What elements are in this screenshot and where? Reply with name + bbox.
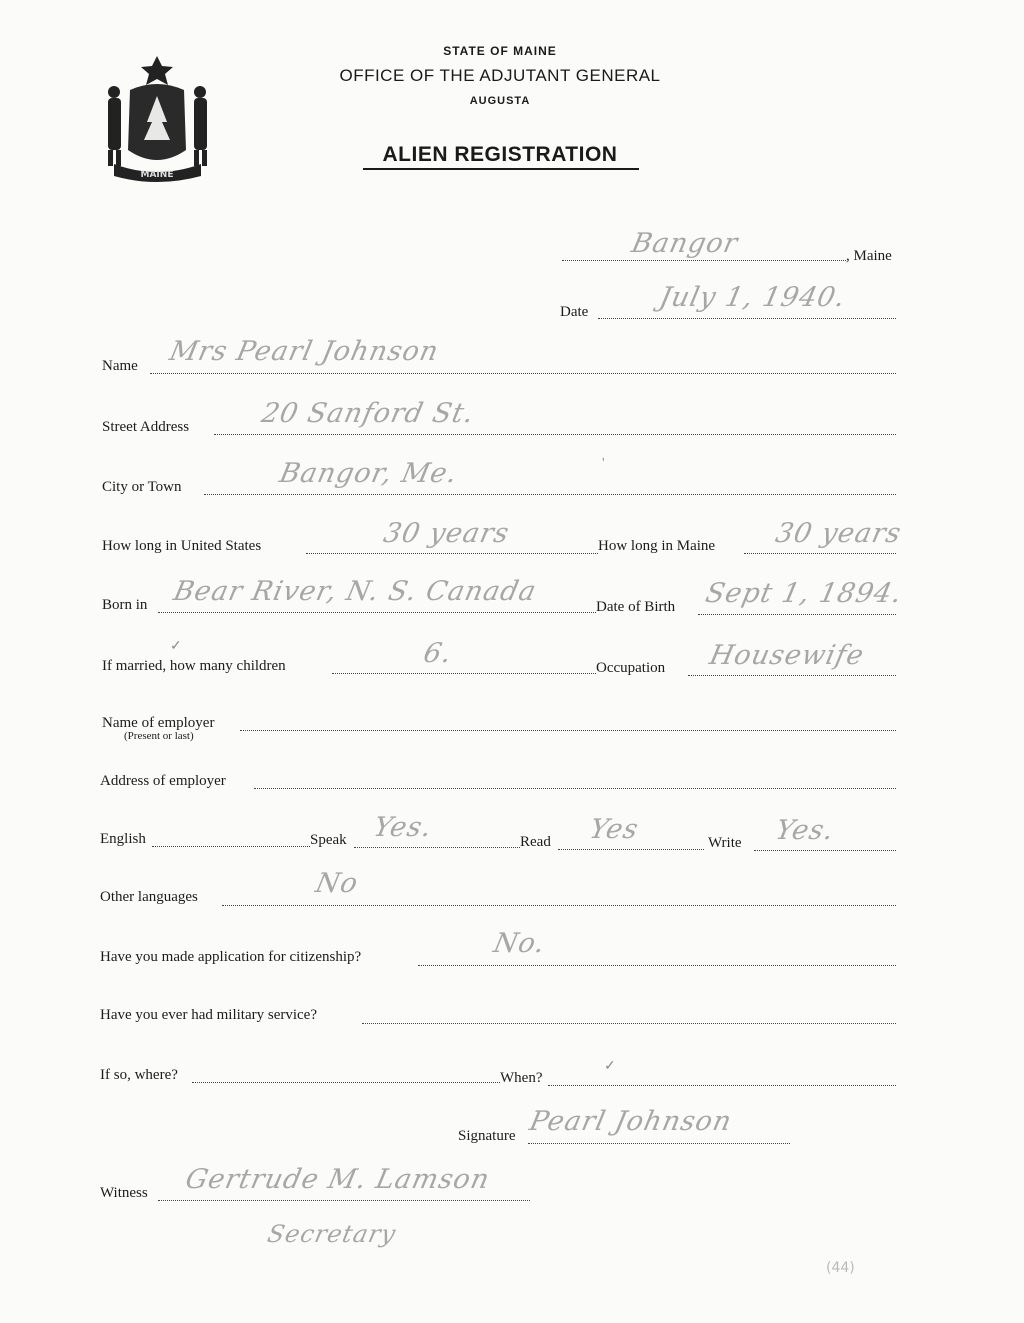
street-label: Street Address — [102, 419, 190, 435]
check-mark-2: ✓ — [604, 1059, 616, 1074]
header-office: OFFICE OF THE ADJUTANT GENERAL — [339, 66, 661, 85]
when-label: When? — [500, 1070, 543, 1086]
children-line — [332, 673, 596, 674]
english-label: English — [100, 831, 146, 847]
street-line — [214, 434, 896, 435]
date-label: Date — [560, 304, 589, 320]
witness-title: Secretary — [265, 1220, 399, 1248]
military-label: Have you ever had military service? — [100, 1007, 317, 1023]
check-mark: ✓ — [170, 639, 182, 654]
born-in-value[interactable]: Bear River, N. S. Canada — [170, 576, 540, 607]
write-label: Write — [708, 835, 742, 851]
citizenship-line — [418, 965, 896, 966]
employer-address-label: Address of employer — [100, 773, 226, 789]
employer-name-sublabel: (Present or last) — [124, 730, 194, 742]
header-city: AUGUSTA — [469, 95, 531, 107]
children-value[interactable]: 6. — [420, 638, 456, 669]
location-value[interactable]: Bangor — [628, 228, 742, 259]
date-value[interactable]: July 1, 1940. — [656, 282, 849, 313]
read-label: Read — [520, 834, 551, 850]
us-years-label: How long in United States — [102, 538, 262, 554]
maine-years-value[interactable]: 30 years — [772, 518, 905, 549]
read-line — [558, 849, 704, 850]
page-stamp: (44) — [826, 1260, 855, 1276]
signature-line — [528, 1143, 790, 1144]
citizenship-value[interactable]: No. — [490, 928, 549, 959]
maine-years-label: How long in Maine — [598, 538, 716, 554]
street-value[interactable]: 20 Sanford St. — [258, 398, 478, 429]
date-line — [598, 318, 896, 319]
write-line — [754, 850, 896, 851]
city-label: City or Town — [102, 479, 182, 495]
maine-years-line — [744, 553, 896, 554]
born-in-label: Born in — [102, 597, 148, 613]
form-title: ALIEN REGISTRATION — [382, 143, 618, 166]
other-languages-value[interactable]: No — [312, 868, 362, 899]
name-line — [150, 373, 896, 374]
occupation-label: Occupation — [596, 660, 666, 676]
military-line — [362, 1023, 896, 1024]
where-line — [192, 1082, 500, 1083]
state-seal-icon — [100, 52, 215, 182]
speak-line — [354, 847, 520, 848]
name-value[interactable]: Mrs Pearl Johnson — [166, 336, 442, 367]
english-line — [152, 846, 310, 847]
us-years-value[interactable]: 30 years — [380, 518, 513, 549]
occupation-line — [688, 675, 896, 676]
employer-name-line — [240, 730, 896, 731]
svg-text:MAINE: MAINE — [140, 170, 174, 180]
city-line — [204, 494, 896, 495]
citizenship-label: Have you made application for citizenship? — [100, 949, 362, 965]
when-line — [548, 1085, 896, 1086]
occupation-value[interactable]: Housewife — [706, 640, 868, 671]
city-value[interactable]: Bangor, Me. — [276, 458, 461, 489]
other-languages-line — [222, 905, 896, 906]
where-label: If so, where? — [100, 1067, 178, 1083]
birth-date-line — [698, 614, 896, 615]
born-in-line — [158, 612, 596, 613]
read-value[interactable]: Yes — [586, 814, 642, 845]
employer-name-label: Name of employer (Present or last) — [102, 715, 215, 742]
write-value[interactable]: Yes. — [772, 815, 838, 846]
other-languages-label: Other languages — [100, 889, 198, 905]
title-underline — [363, 168, 639, 170]
location-line — [562, 260, 846, 261]
employer-address-line — [254, 788, 896, 789]
pencil-mark: ' — [602, 456, 605, 471]
birth-date-label: Date of Birth — [596, 599, 676, 615]
location-suffix: , Maine — [846, 248, 892, 264]
witness-value[interactable]: Gertrude M. Lamson — [182, 1164, 493, 1195]
witness-line — [158, 1200, 530, 1201]
speak-label: Speak — [310, 832, 347, 848]
us-years-line — [306, 553, 598, 554]
signature-value[interactable]: Pearl Johnson — [526, 1106, 735, 1137]
children-label: If married, how many children — [102, 658, 286, 674]
header-state: STATE OF MAINE — [443, 44, 557, 58]
birth-date-value[interactable]: Sept 1, 1894. — [702, 578, 906, 609]
speak-value[interactable]: Yes. — [370, 812, 436, 843]
witness-label: Witness — [100, 1185, 148, 1201]
name-label: Name — [102, 358, 138, 374]
signature-label: Signature — [458, 1128, 516, 1144]
